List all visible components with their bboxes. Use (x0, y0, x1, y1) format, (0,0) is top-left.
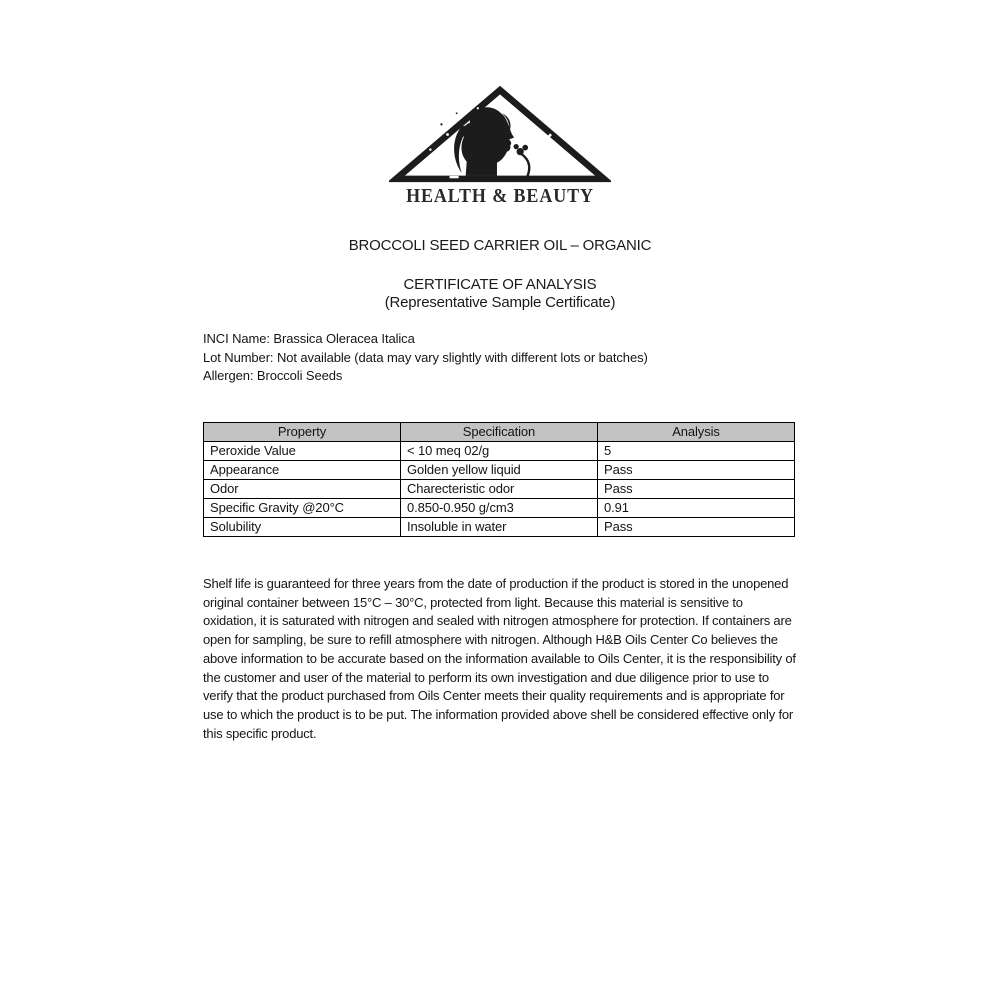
lot-number-line: Lot Number: Not available (data may vary slightly with different lots or batches) (203, 349, 648, 365)
analysis-cell: Pass (598, 461, 795, 480)
certificate-title: CERTIFICATE OF ANALYSIS (403, 276, 597, 293)
triangle-woman-icon (389, 86, 611, 183)
analysis-cell: Pass (598, 480, 795, 499)
table-row (204, 461, 795, 480)
property-cell: Peroxide Value (204, 442, 401, 461)
specification-cell: Golden yellow liquid (401, 461, 598, 480)
specification-cell: 0.850-0.950 g/cm3 (401, 499, 598, 518)
column-header-specification: Specification (401, 423, 598, 442)
allergen-line: Allergen: Broccoli Seeds (203, 368, 343, 384)
specification-cell: Charecteristic odor (401, 480, 598, 499)
table-header-row (204, 423, 795, 442)
specification-cell: Insoluble in water (401, 518, 598, 537)
table-row (204, 442, 795, 461)
analysis-cell: 0.91 (598, 499, 795, 518)
product-info (203, 330, 648, 386)
table-row (204, 499, 795, 518)
product-title: BROCCOLI SEED CARRIER OIL – ORGANIC (348, 237, 652, 254)
table-row (204, 518, 795, 537)
column-header-analysis: Analysis (598, 423, 795, 442)
property-cell: Specific Gravity @20°C (204, 499, 401, 518)
analysis-cell: Pass (598, 518, 795, 537)
property-cell: Solubility (204, 518, 401, 537)
brand-logo (380, 86, 620, 208)
certificate-subtitle: (Representative Sample Certificate) (384, 294, 616, 311)
brand-name: HEALTH & BEAUTY (406, 185, 594, 207)
inci-name-line: INCI Name: Brassica Oleracea Italica (203, 331, 415, 346)
analysis-cell: 5 (598, 442, 795, 461)
property-cell: Odor (204, 480, 401, 499)
analysis-table (203, 422, 795, 537)
disclaimer-paragraph: Shelf life is guaranteed for three years from the date of production if the product is stored in the unopened original container between 15°C – 30°C, protected from light. Because this material is sensitive to oxidation, it is saturated with nitrogen and sealed with nitrogen atmosphere for protection. If containers are open for sampling, be sure to refill atmosphere with nitrogen. Although H&B Oils Center Co believes the above information to be accurate based on the information available to Oils Center, it is the responsibility of the customer and user of the material to perform its own investigation and due diligence prior to use to verify that the product purchased from Oils Center meets their quality requirements and is appropriate for use to which the product is to be put. The information provided above shell be considered effective only for this specific product. (203, 576, 796, 741)
column-header-property: Property (204, 423, 401, 442)
table-row (204, 480, 795, 499)
property-cell: Appearance (204, 461, 401, 480)
specification-cell: < 10 meq 02/g (401, 442, 598, 461)
